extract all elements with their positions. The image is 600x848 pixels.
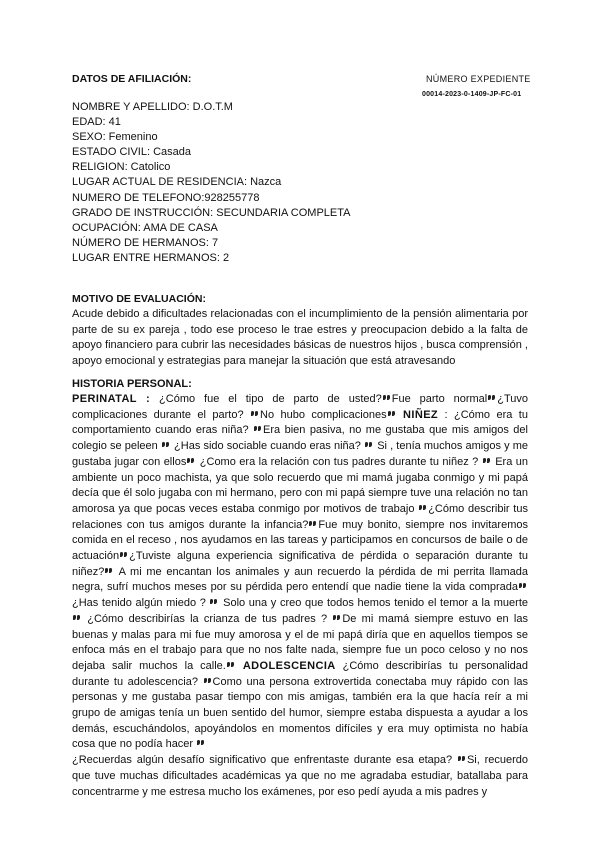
quote-icon [519,583,527,589]
a-complicaciones: No hubo complicaciones [260,408,387,421]
field-sexo: SEXO: Femenino [72,131,158,144]
a-comportamiento: Era bien pasiva, no me gustaba que mis amigos del colegio se peleen [72,424,528,453]
quote-icon [254,426,262,432]
a-parto: Fue parto normal [391,393,488,405]
q-sociable: ¿Has sido sociable cuando eras niña? [174,440,361,453]
quote-icon [383,395,391,401]
q-desafio: ¿Recuerdas algún desafío significativo que enfrentaste durante esa etapa? [72,754,453,767]
q-perdida: ¿Tuviste alguna experiencia significativa de pérdida o separación durante tu niñez? [72,550,528,578]
field-religion: RELIGION: Catolico [72,161,171,174]
q-crianza: ¿Cómo describirías la crianza de tus padres ? [87,612,328,625]
a-personalidad: Como una persona extrovertida conectaba muy rápido con las personas y me gustaba pasar tiempo con mis amigas, también era la que hacía reír a mi grupo de amigas tenía un buen sentido del humor, siempre estaba dispuesta a ayudar a los demás, escuchándolos, apoyándolos en momentos difíciles y era muy optimista no había cosa que no podía hacer [72,675,528,751]
ninez-label: NIÑEZ [403,408,439,421]
quote-icon [419,505,427,511]
quote-icon [483,458,491,464]
quote-icon [105,568,113,574]
q-personalidad: ¿Cómo describirías tu personalidad durante tu adolescencia? [72,659,529,688]
field-ocupacion: OCUPACIÓN: AMA DE CASA [72,221,218,234]
field-estado-civil: ESTADO CIVIL: Casada [72,146,192,159]
historia-paragraph-1 [72,392,528,753]
quote-icon [227,662,235,668]
field-hermanos: NÚMERO DE HERMANOS: 7 [72,236,219,249]
quote-icon [120,552,128,558]
q-comportamiento: : ¿Cómo era tu comportamiento cuando eras niña? [72,408,528,437]
quote-icon [365,442,373,448]
q-relacion-padres: ¿Como era la relación con tus padres durante tu niñez ? [199,455,479,468]
quote-icon [458,756,466,762]
field-edad: EDAD: 41 [72,116,121,129]
affiliation-fields [72,100,351,266]
quote-icon [204,678,212,684]
perinatal-label: PERINATAL : [72,393,151,405]
a-relacion-padres: Era un ambiente un poco machista, ya que solo recuerdo que mi mamá jugaba conmigo y mi papá decía que él solo jugaba con mi hermano, pero con mi papá siempre tuve una relación no tan amorosa ya que pocas veces estaba conmigo por motivos de trabajo [72,455,528,515]
motivo-heading: MOTIVO DE EVALUACIÓN: [72,293,206,305]
a-miedo: Solo una y creo que todos hemos tenido el temor a la muerte [223,597,528,610]
expediente-number: 00014-2023-0-1409-JP-FC-01 [422,91,522,98]
quote-icon [309,521,317,527]
historia-heading: HISTORIA PERSONAL: [72,378,192,390]
quote-icon [488,395,496,401]
a-crianza: De mi mamá siempre estuvo en las buenas y malas para mi fue muy amorosa y el de mi papá diría que en aquellos tiempos se enfoca más en el trabajo para que no nos falte nada, siempre fue un poco celoso y no nos dejaba salir muchos la calle. [72,612,528,672]
quote-icon [187,458,195,464]
motivo-text: Acude debido a dificultades relacionadas con el incumplimiento de la pensión alimentaria por parte de su ex pareja , todo ese proceso le trae estres y preocupacion debido a la falta de apoyo financiero para cubrir las necesidades básicas de nuestros hijos , busca comprensión , apoyo emocional y estrategias para manejar la situación que está atravesando [72,308,528,368]
field-telefono: NUMERO DE TELEFONO:928255778 [72,191,260,204]
field-nombre: NOMBRE Y APELLIDO: D.O.T.M [72,101,233,113]
field-residencia: LUGAR ACTUAL DE RESIDENCIA: Nazca [72,176,282,189]
quote-icon [162,442,170,448]
quote-icon [73,615,81,621]
quote-icon [251,411,259,417]
quote-icon [333,615,341,621]
expediente-label: NÚMERO EXPEDIENTE [426,74,531,84]
a-desafio: Si, recuerdo que tuve muchas dificultades académicas ya que no me agradaba estudiar, batallaba para concentrarme y me estresa mucho los exámenes, por eso pedí ayuda a mis padres y [72,754,528,798]
a-sociable: Si , tenía muchos amigos y me gustaba jugar con ellos [72,440,529,468]
field-instruccion: GRADO DE INSTRUCCIÓN: SECUNDARIA COMPLETA [72,206,351,219]
a-perdida: A mi me encantan los animales y aun recuerdo la pérdida de mi perrita llamada negra, sufrí muchos meses por su pérdida pero entendí que nadie tiene la vida comprada [72,565,528,594]
q-complicaciones: ¿Tuvo complicaciones durante el parto? [72,393,529,421]
q-parto: ¿Cómo fue el tipo de parto de usted? [159,393,382,405]
historia-paragraph-2 [72,753,528,800]
q-amigos-infancia: ¿Cómo describir tus relaciones con tus amigos durante la infancia? [72,502,528,531]
quote-icon [388,411,396,417]
a-amigos-infancia: Fue muy bonito, siempre nos invitaremos comida en el receso , nos ayudamos en las tareas y participamos en concursos de baile o de actuación [72,518,528,563]
section-title-datos: DATOS DE AFILIACIÓN: [72,73,192,85]
adolescencia-label: ADOLESCENCIA [242,659,336,672]
historia-body [72,392,528,800]
quote-icon [197,740,205,746]
field-lugar-hermanos: LUGAR ENTRE HERMANOS: 2 [72,251,230,264]
q-miedo: ¿Has tenido algún miedo ? [72,597,206,610]
quote-icon [210,599,218,605]
